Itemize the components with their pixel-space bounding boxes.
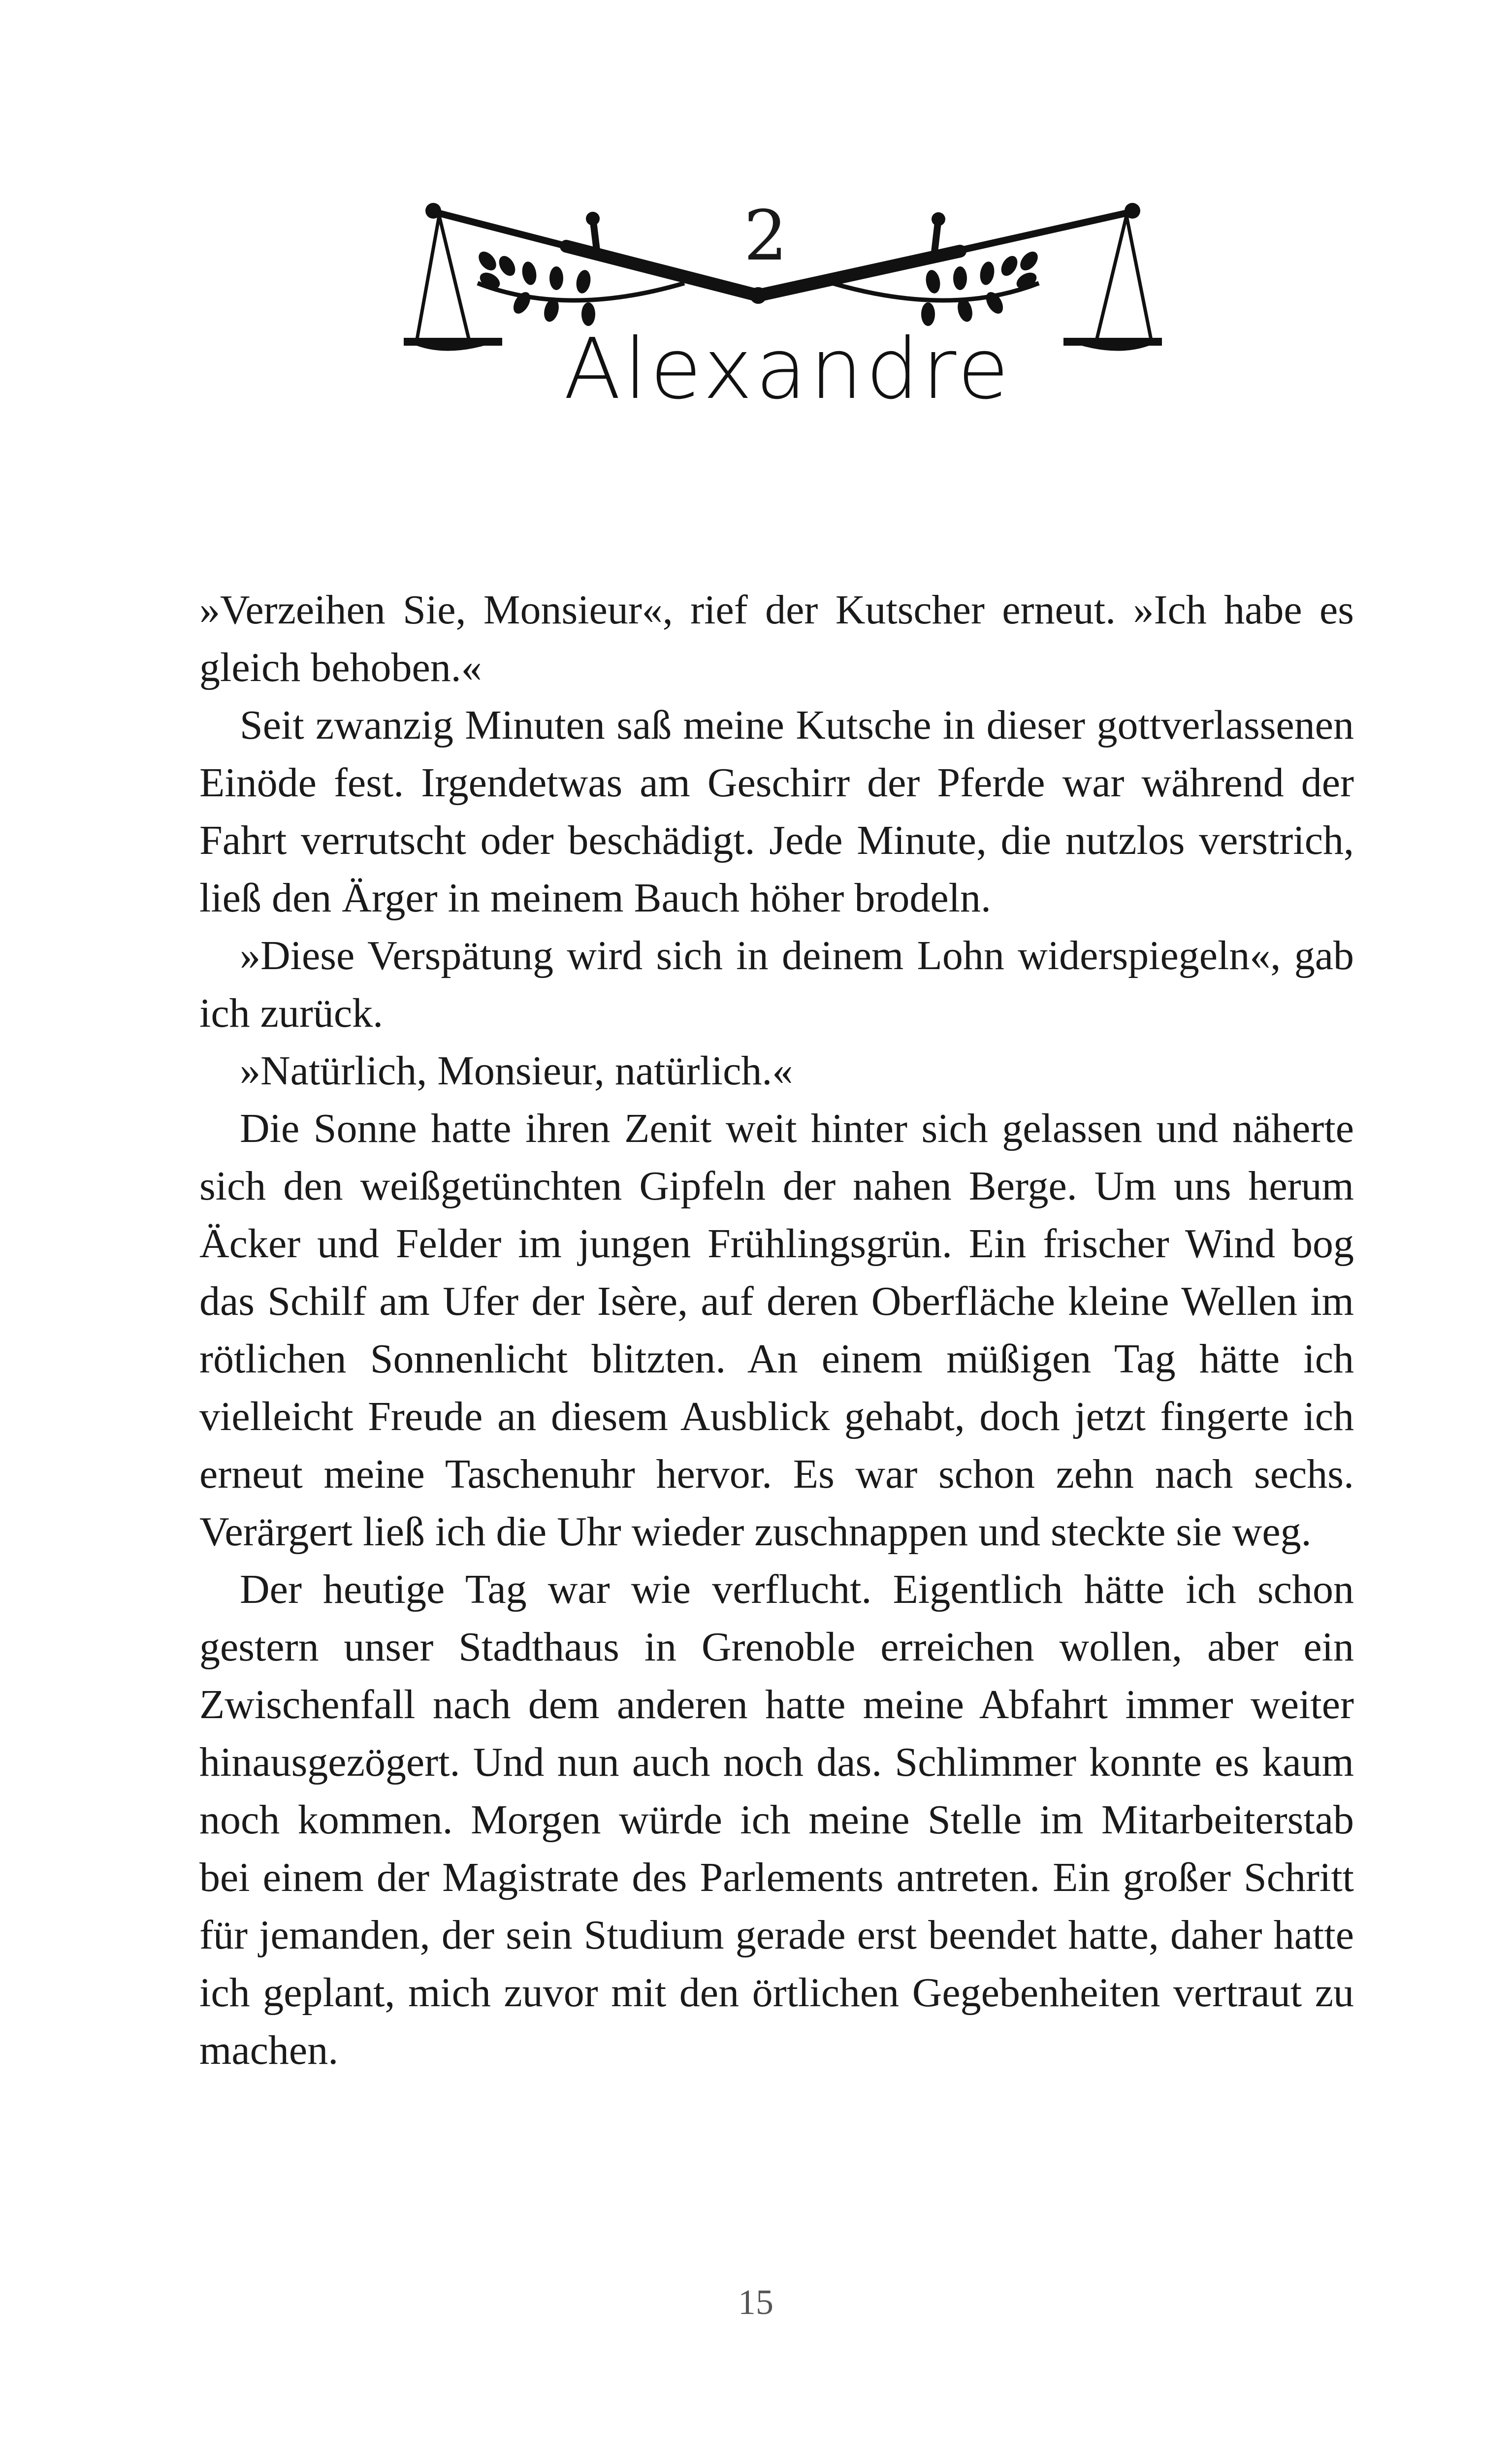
chapter-title: Alexandre: [563, 321, 1012, 418]
paragraph: »Diese Verspätung wird sich in deinem Lohn widerspiegeln«, gab ich zurück.: [199, 933, 1354, 1036]
paragraph: Die Sonne hatte ihren Zenit weit hinter sich gelassen und näherte sich den weißgetünchten Gipfeln der nahen Berge. Um uns herum Äcker und Felder im jungen Frühlingsgrün. Ein frischer Wind bog das Schilf am Ufer der Isère, auf deren Oberfläche kleine Wellen im rötlichen Sonnenlicht blitzten. An einem müßigen Tag hätte ich vielleicht Freude an diesem Ausblick gehabt, doch jetzt fingerte ich erneut meine Taschenuhr hervor. Es war schon zehn nach sechs. Verärgert ließ ich die Uhr wieder zuschnappen und steckte sie weg.: [199, 1106, 1354, 1555]
paragraph: »Natürlich, Monsieur, natürlich.«: [240, 1048, 793, 1094]
paragraph: »Verzeihen Sie, Monsieur«, rief der Kutscher erneut. »Ich habe es gleich behoben.«: [199, 587, 1354, 690]
paragraph: Der heutige Tag war wie verflucht. Eigentlich hätte ich schon gestern unser Stadthaus in Grenoble erreichen wollen, aber ein Zwischenfall nach dem anderen hatte meine Abfahrt immer weiter hinausgezögert. Und nun auch noch das. Schlimmer konnte es kaum noch kommen. Morgen würde ich meine Stelle im Mitarbeiterstab bei einem der Magistrate des Parlements antreten. Ein großer Schritt für jemanden, der sein Studium gerade erst beendet hatte, daher hatte ich geplant, mich zuvor mit den örtlichen Gegebenheiten vertraut zu machen.: [199, 1566, 1354, 2073]
page-number: 15: [738, 2282, 773, 2322]
chapter-number: 2: [743, 196, 788, 276]
chapter-body: [199, 581, 1354, 2079]
paragraph: Seit zwanzig Minuten saß meine Kutsche in dieser gottverlassenen Einöde fest. Irgendetwas am Geschirr der Pferde war während der Fahrt verrutscht oder beschädigt. Jede Minute, die nutzlos verstrich, ließ den Ärger in meinem Bauch höher brodeln.: [199, 702, 1354, 921]
